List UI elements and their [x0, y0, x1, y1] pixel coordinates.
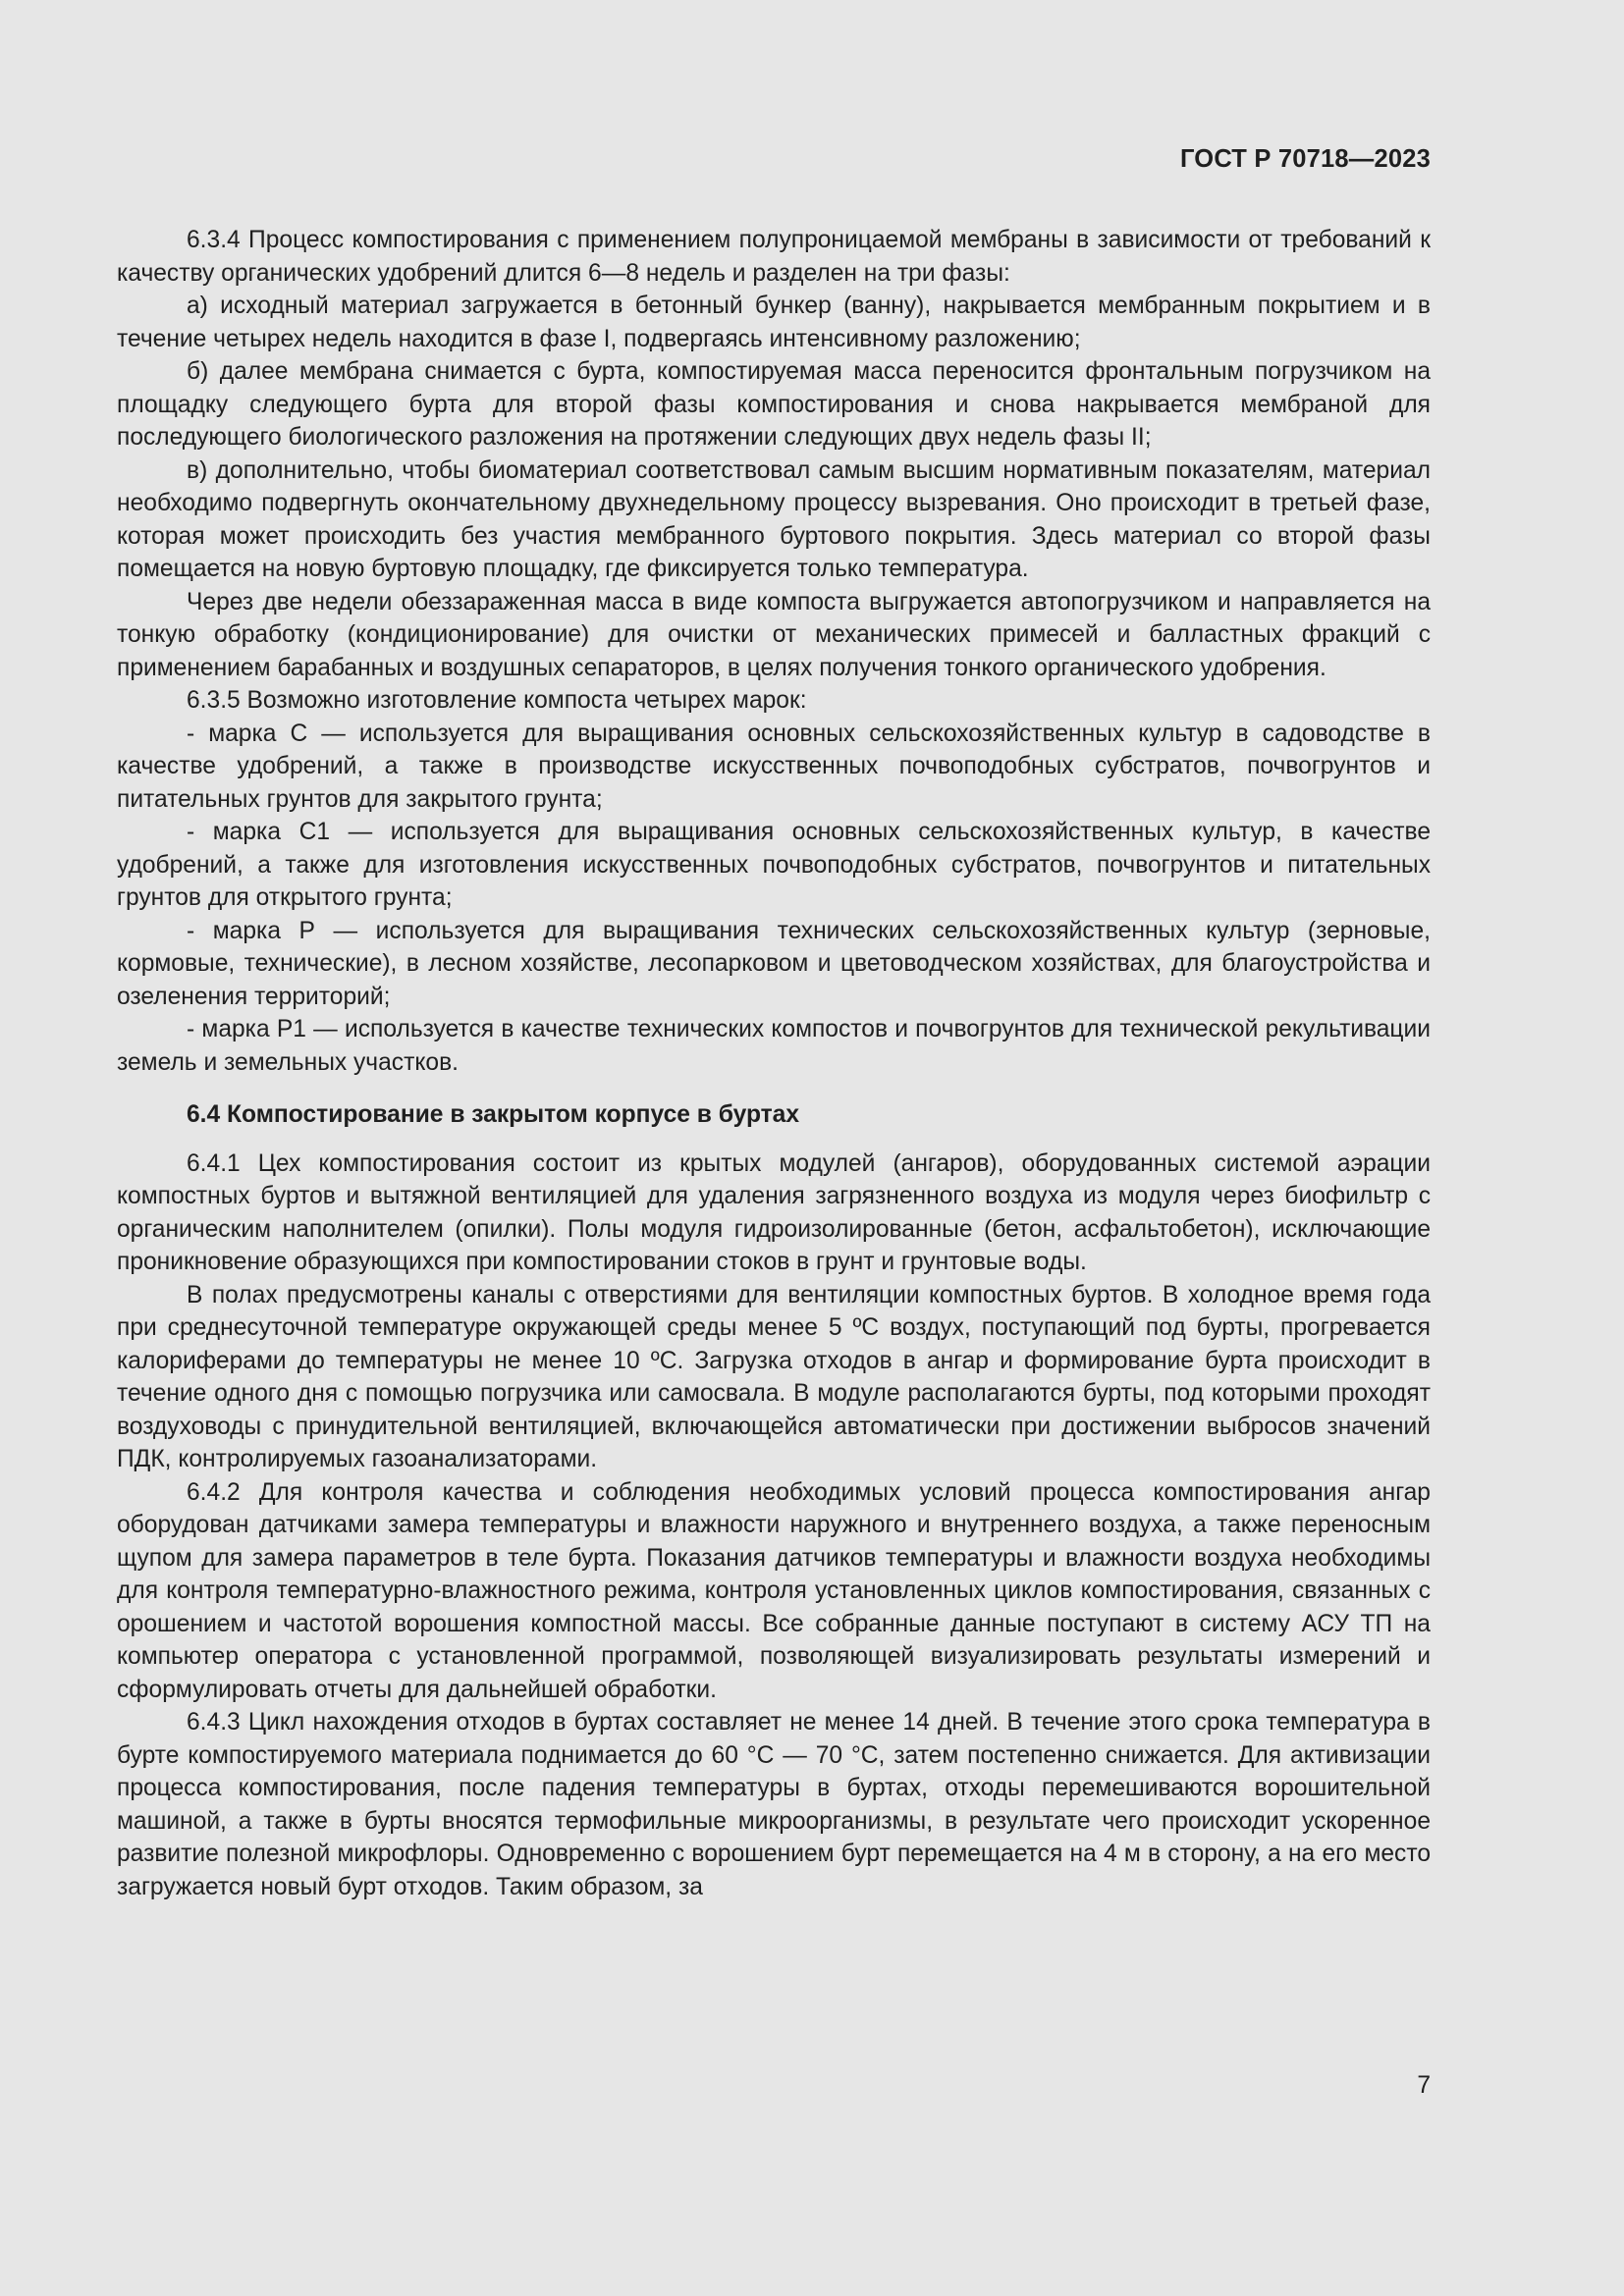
paragraph-6-4-1: 6.4.1 Цех компостирования состоит из крытых модулей (ангаров), оборудованных системой аэрации компостных буртов и вытяжной вентиляцией для удаления загрязненного воздуха из модуля через биофильтр с органическим наполнителем (опилки). Полы модуля гидроизолированные (бетон, асфальтобетон), исключающие проникновение образующихся при компостировании стоков в грунт и грунтовые воды. [117, 1149, 1431, 1275]
section-heading-6-4: 6.4 Компостирование в закрытом корпусе в буртах [187, 1101, 800, 1128]
list-item-phase-3: в) дополнительно, чтобы биоматериал соответствовал самым высшим нормативным показателям, материал необходимо подвергнуть окончательному двухнедельному процессу вызревания. Оно происходит в третьей фазе, которая может происходить без участия мембранного буртового покрытия. Здесь материал со второй фазы помещается на новую буртовую площадку, где фиксируется только температура. [117, 456, 1431, 582]
list-item-phase-1: а) исходный материал загружается в бетонный бункер (ванну), накрывается мембранным покрытием и в течение четырех недель находится в фазе I, подвергаясь интенсивному разложению; [117, 293, 1431, 352]
paragraph-6-4-2: 6.4.2 Для контроля качества и соблюдения необходимых условий процесса компостирования ангар оборудован датчиками замера температуры и влажности наружного и внутреннего воздуха, а также переносным щупом для замера параметров в теле бурта. Показания датчиков температуры и влажности воздуха необходимы для контроля температурно-влажностного режима, контроля установленных циклов компостирования, связанных с орошением и частотой ворошения компостной массы. Все собранные данные поступают в систему АСУ ТП на компьютер оператора с установленной программой, позволяющей визуализировать результаты измерений и сформулировать отчеты для дальнейшей обработки. [117, 1478, 1431, 1703]
list-item-grade-c1: - марка С1 — используется для выращивания основных сельскохозяйственных культур, в качестве удобрений, а также для изготовления искусственных почвоподобных субстратов, почвогрунтов и питательных грунтов для открытого грунта; [117, 819, 1431, 911]
list-item-grade-r: - марка Р — используется для выращивания технических сельскохозяйственных культур (зерновые, кормовые, технические), в лесном хозяйстве, лесопарковом и цветоводческом хозяйствах, для благоустройства и озеленения территорий; [117, 917, 1431, 1010]
standard-code-header: ГОСТ Р 70718—2023 [1179, 145, 1431, 173]
paragraph-6-3-5: 6.3.5 Возможно изготовление компоста четырех марок: [187, 687, 807, 714]
list-item-grade-r1: - марка Р1 — используется в качестве технических компостов и почвогрунтов для технической рекультивации земель и земельных участков. [117, 1016, 1431, 1076]
list-item-grade-c: - марка С — используется для выращивания основных сельскохозяйственных культур в садоводстве в качестве удобрений, а также в производстве искусственных почвоподобных субстратов, почвогрунтов и питательных грунтов для закрытого грунта; [117, 720, 1431, 813]
paragraph-6-3-4: 6.3.4 Процесс компостирования с применением полупроницаемой мембраны в зависимости от требований к качеству органических удобрений длится 6—8 недель и разделен на три фазы: [117, 227, 1431, 287]
document-body [117, 224, 1431, 1903]
paragraph-unloading: Через две недели обеззараженная масса в виде компоста выгружается автопогрузчиком и направляется на тонкую обработку (кондиционирование) для очистки от механических примесей и балластных фракций с применением барабанных и воздушных сепараторов, в целях получения тонкого органического удобрения. [117, 588, 1431, 681]
list-item-phase-2: б) далее мембрана снимается с бурта, компостируемая масса переносится фронтальным погрузчиком на площадку следующего бурта для второй фазы компостирования и снова накрывается мембраной для последующего биологического разложения на протяжении следующих двух недель фазы II; [117, 358, 1431, 451]
paragraph-6-4-3: 6.4.3 Цикл нахождения отходов в буртах составляет не менее 14 дней. В течение этого срока температура в бурте компостируемого материала поднимается до 60 °С — 70 °С, затем постепенно снижается. Для активизации процесса компостирования, после падения температуры в буртах, отходы перемешиваются ворошительной машиной, а также в бурты вносятся термофильные микроорганизмы, в результате чего происходит ускоренное развитие полезной микрофлоры. Одновременно с ворошением бурт перемещается на 4 м в сторону, а на его место загружается новый бурт отходов. Таким образом, за [117, 1709, 1431, 1900]
paragraph-ventilation: В полах предусмотрены каналы с отверстиями для вентиляции компостных буртов. В холодное время года при среднесуточной температуре окружающей среды менее 5 ºС воздух, поступающий под бурты, прогревается калориферами до температуры не менее 10 ºС. Загрузка отходов в ангар и формирование бурта происходит в течение одного дня с помощью погрузчика или самосвала. В модуле располагаются бурты, под которыми проходят воздуховоды с принудительной вентиляцией, включающейся автоматически при достижении выбросов значений ПДК, контролируемых газоанализаторами. [117, 1281, 1431, 1472]
page-number: 7 [1417, 2072, 1431, 2099]
